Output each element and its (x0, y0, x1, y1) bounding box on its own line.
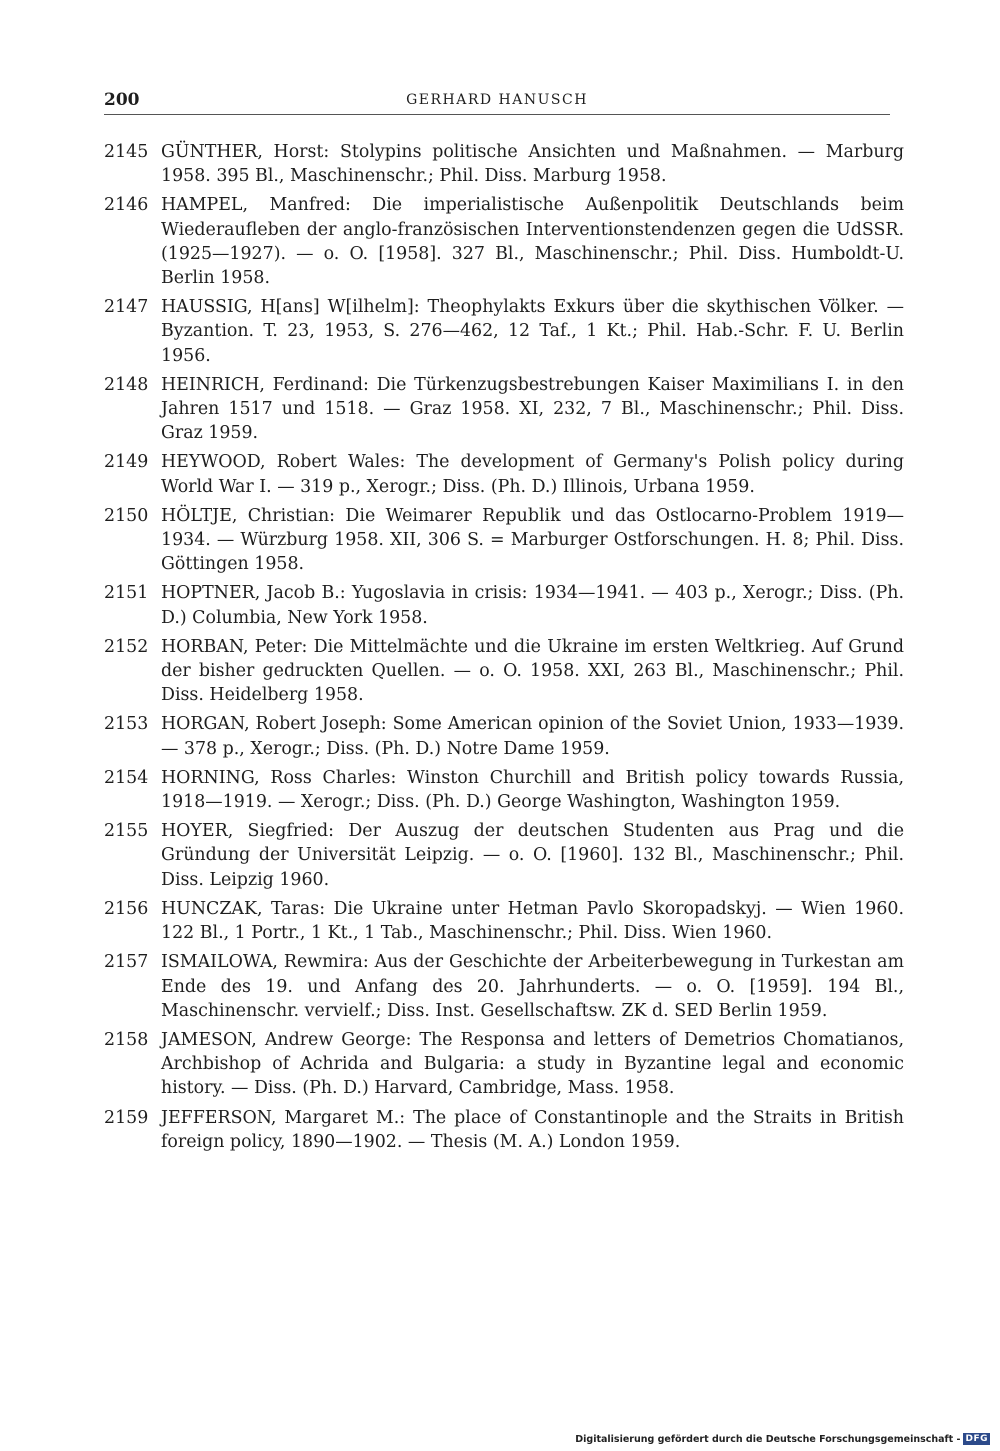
bibliography-entry (104, 1028, 904, 1101)
entry-number: 2156 (104, 898, 149, 919)
digitization-credit (575, 1433, 990, 1445)
entry-number: 2145 (104, 142, 149, 162)
entry-number: 2151 (104, 583, 149, 604)
entry-text: GÜNTHER, Horst: Stolypins politische Ansichten und Maßnahmen. — Marburg 1958. 395 Bl., Maschinenschr.; Phil. Diss. Marburg 1958. (161, 142, 904, 187)
bibliography-entry (104, 581, 904, 629)
credit-text: Digitalisierung gefördert durch die Deutsche Forschungsgemeinschaft - (575, 1433, 961, 1445)
entry-text: HAMPEL, Manfred: Die imperialistische Außenpolitik Deutschlands beim Wiederaufleben der anglo-französischen Interventionstendenzen gegen die UdSSR. (1925—1927). — o. O. [1958]. 327 Bl., Maschinenschr.; Phil. Diss. Humboldt-U. Berlin 1958. (161, 195, 904, 289)
entry-number: 2155 (104, 821, 149, 842)
bibliography-entry (104, 897, 904, 945)
entry-number: 2147 (104, 297, 149, 318)
bibliography-entry (104, 450, 904, 498)
bibliography-entry (104, 193, 904, 290)
running-title: GERHARD HANUSCH (406, 92, 588, 108)
entry-text: HAUSSIG, H[ans] W[ilhelm]: Theophylakts Exkurs über die skythischen Völker. — Byzantion. T. 23, 1953, S. 276—462, 12 Taf., 1 Kt.; Phil. Hab.-Schr. F. U. Berlin 1956. (161, 297, 904, 366)
entry-number: 2149 (104, 452, 149, 473)
entry-text: HORNING, Ross Charles: Winston Churchill and British policy towards Russia, 1918—1919. — Xerogr.; Diss. (Ph. D.) George Washington, Washington 1959. (161, 767, 904, 813)
entry-text: HORGAN, Robert Joseph: Some American opinion of the Soviet Union, 1933—1939. — 378 p., Xerogr.; Diss. (Ph. D.) Notre Dame 1959. (161, 714, 904, 759)
entry-number: 2152 (104, 636, 149, 657)
entry-text: HORBAN, Peter: Die Mittelmächte und die Ukraine im ersten Weltkrieg. Auf Grund der bisher gedruckten Quellen. — o. O. 1958. XXI, 263 Bl., Maschinenschr.; Phil. Diss. Heidelberg 1958. (161, 636, 904, 706)
bibliography-entry (104, 819, 904, 892)
entry-number: 2146 (104, 195, 149, 216)
entry-number: 2158 (104, 1029, 149, 1050)
entry-text: JEFFERSON, Margaret M.: The place of Constantinople and the Straits in British foreign policy, 1890—1902. — Thesis (M. A.) London 1959. (161, 1107, 904, 1152)
bibliography-entry (104, 504, 904, 577)
entry-number: 2154 (104, 767, 149, 788)
entry-number: 2159 (104, 1107, 149, 1128)
entry-text: HUNCZAK, Taras: Die Ukraine unter Hetman Pavlo Skoropadskyj. — Wien 1960. 122 Bl., 1 Portr., 1 Kt., 1 Tab., Maschinenschr.; Phil. Diss. Wien 1960. (161, 898, 904, 944)
entry-text: HOYER, Siegfried: Der Auszug der deutschen Studenten aus Prag und die Gründung der Universität Leipzig. — o. O. [1960]. 132 Bl., Maschinenschr.; Phil. Diss. Leipzig 1960. (161, 821, 904, 890)
entry-text: JAMESON, Andrew George: The Responsa and letters of Demetrios Chomatianos, Archbishop of Achrida and Bulgaria: a study in Byzantine legal and economic history. — Diss. (Ph. D.) Harvard, Cambridge, Mass. 1958. (161, 1029, 904, 1099)
entry-number: 2157 (104, 952, 149, 973)
dfg-logo: DFG (965, 1434, 988, 1444)
entry-text: HEYWOOD, Robert Wales: The development of Germany's Polish policy during World War I. — 319 p., Xerogr.; Diss. (Ph. D.) Illinois, Urbana 1959. (161, 452, 904, 497)
bibliography-entry (104, 140, 904, 188)
bibliography-entry (104, 950, 904, 1023)
bibliography-entry (104, 295, 904, 368)
bibliography-list (104, 140, 904, 1159)
bibliography-entry (104, 1106, 904, 1154)
bibliography-entry (104, 712, 904, 760)
entry-text: ISMAILOWA, Rewmira: Aus der Geschichte der Arbeiterbewegung in Turkestan am Ende des 19. und Anfang des 20. Jahrhunderts. — o. O. [1959]. 194 Bl., Maschinenschr. vervielf.; Diss. Inst. Gesellschaftsw. ZK d. SED Berlin 1959. (161, 952, 904, 1021)
page-header (104, 88, 890, 115)
entry-text: HOPTNER, Jacob B.: Yugoslavia in crisis: 1934—1941. — 403 p., Xerogr.; Diss. (Ph. D.) Columbia, New York 1958. (161, 583, 904, 628)
entry-number: 2153 (104, 714, 149, 735)
entry-text: HÖLTJE, Christian: Die Weimarer Republik und das Ostlocarno-Problem 1919—1934. — Würzburg 1958. XII, 306 S. = Marburger Ostforschungen. H. 8; Phil. Diss. Göttingen 1958. (161, 505, 904, 575)
bibliography-entry (104, 766, 904, 814)
entry-text: HEINRICH, Ferdinand: Die Türkenzugsbestrebungen Kaiser Maximilians I. in den Jahren 1517 und 1518. — Graz 1958. XI, 232, 7 Bl., Maschinenschr.; Phil. Diss. Graz 1959. (161, 374, 904, 444)
bibliography-entry (104, 373, 904, 446)
entry-number: 2148 (104, 374, 149, 395)
entry-number: 2150 (104, 505, 149, 526)
page-number: 200 (104, 90, 140, 110)
bibliography-entry (104, 635, 904, 708)
